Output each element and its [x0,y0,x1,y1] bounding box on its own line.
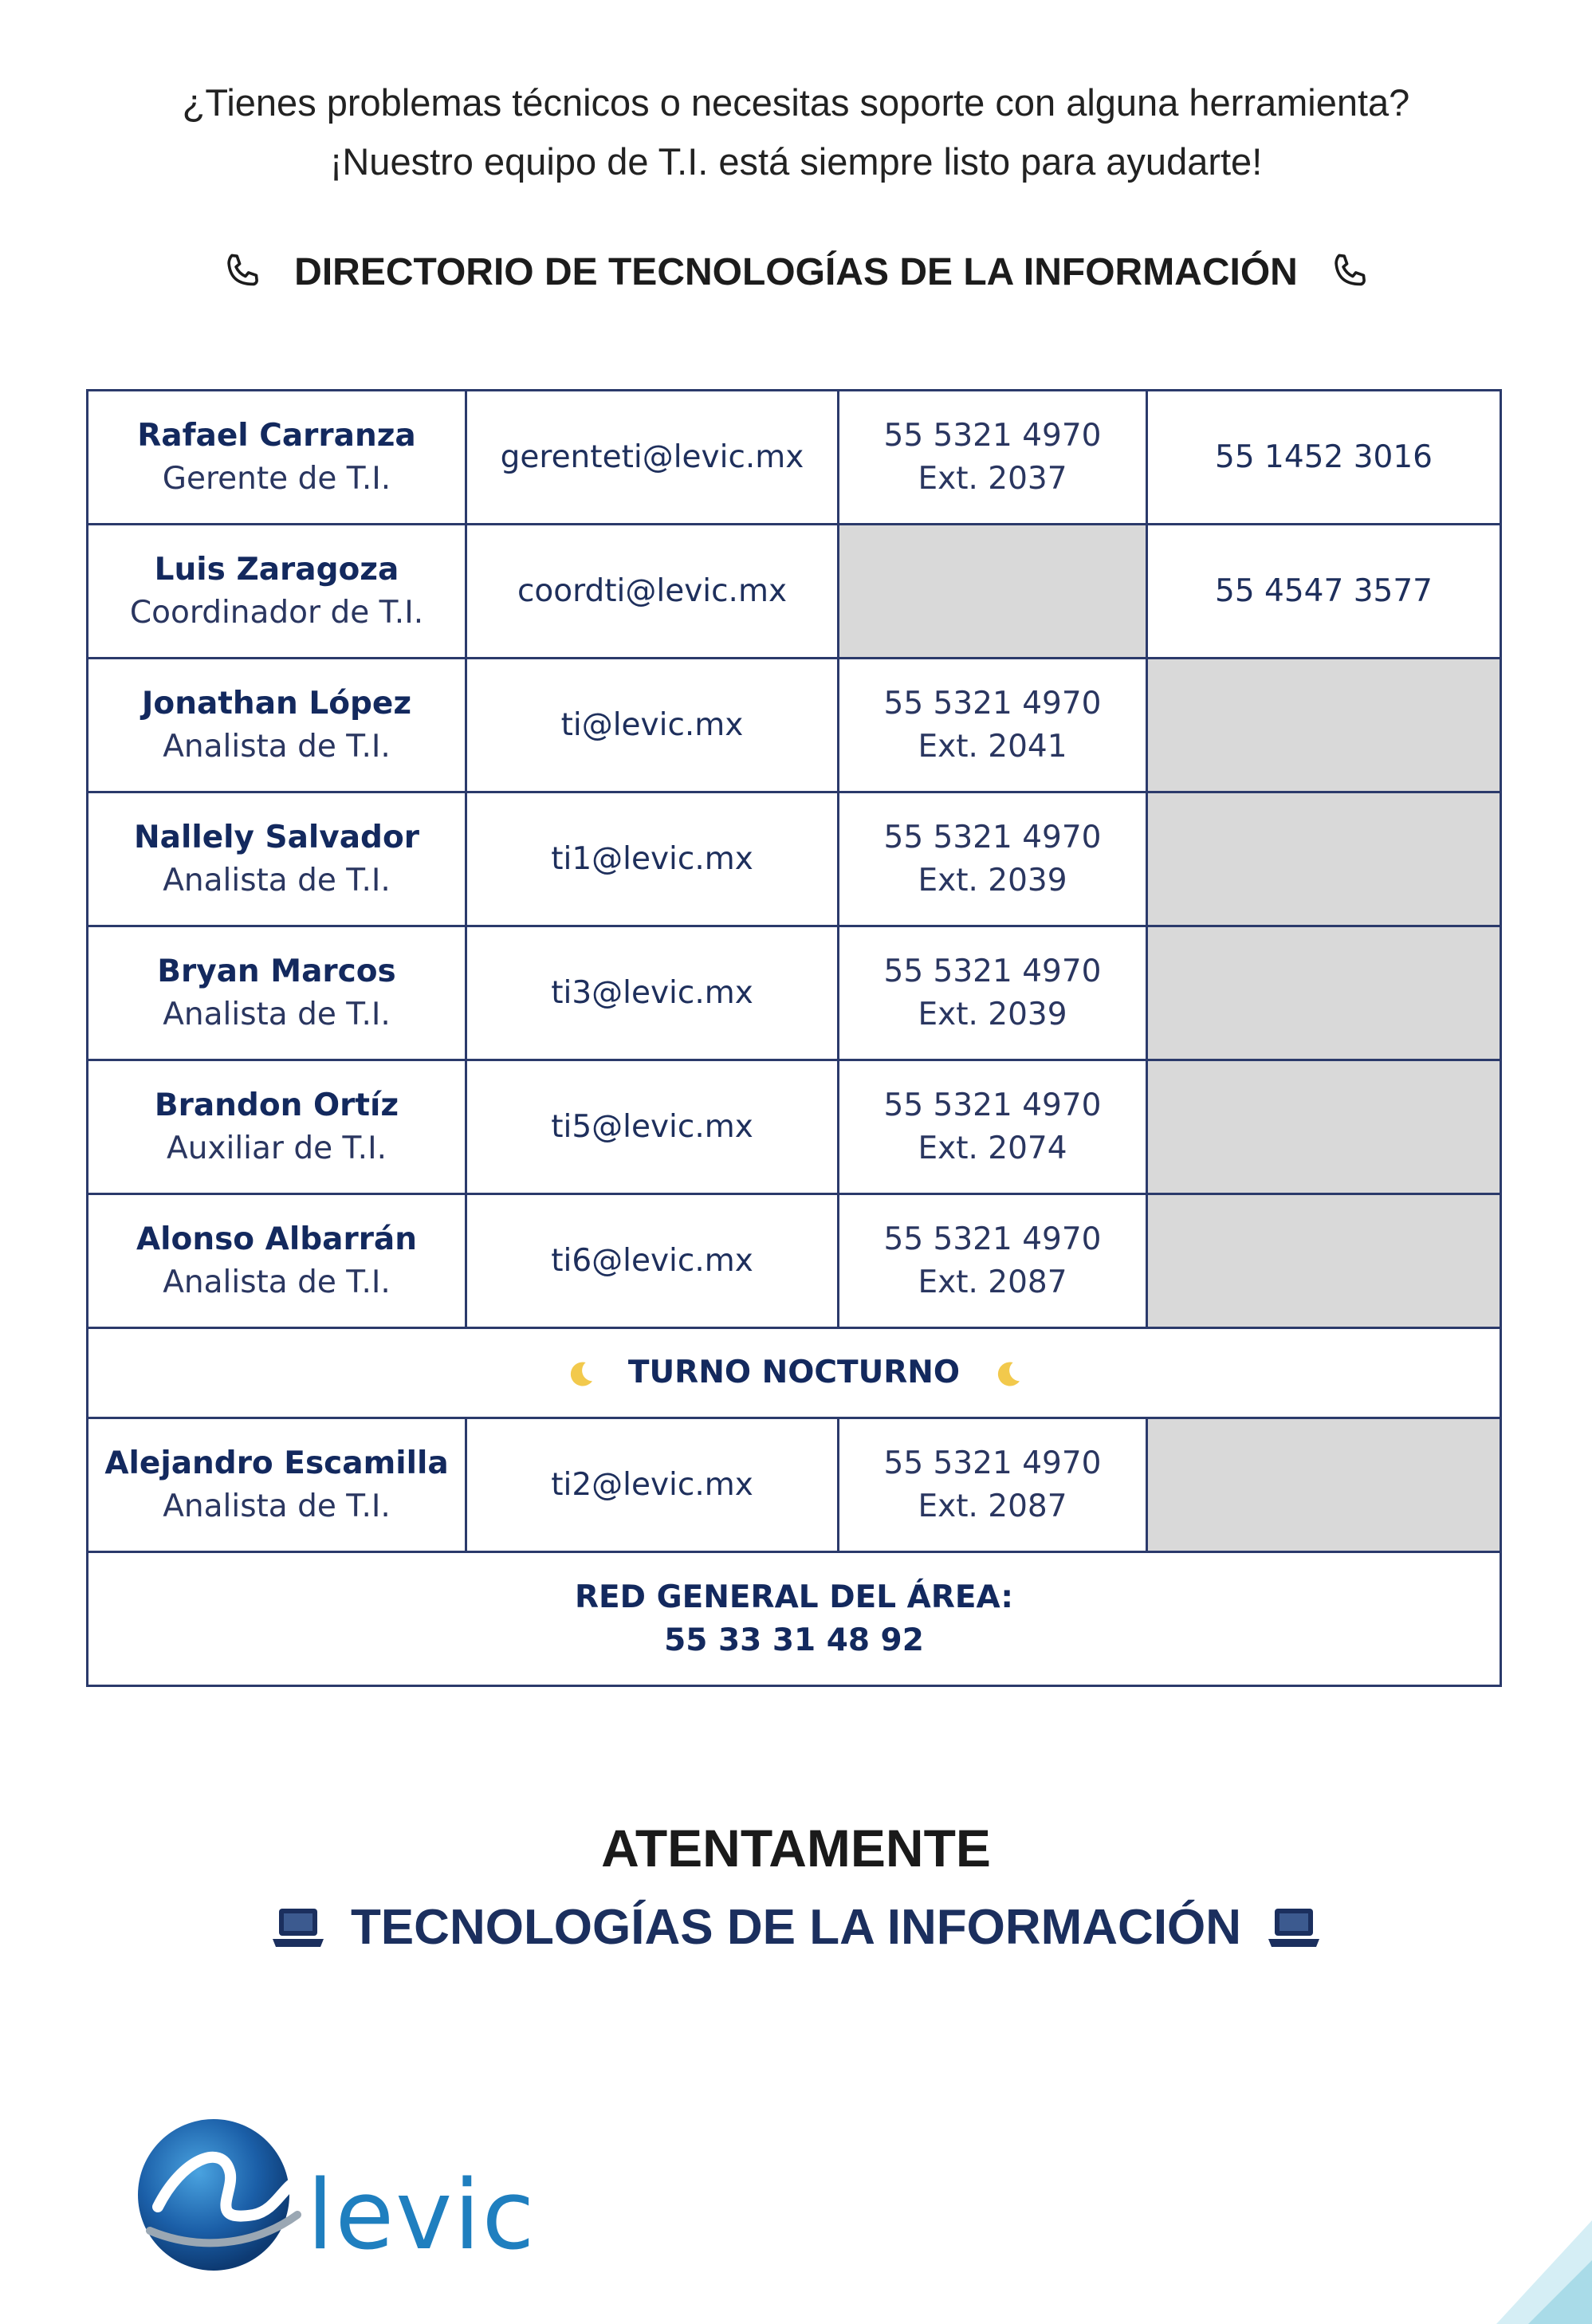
staff-role: Coordinador de T.I. [129,594,424,631]
staff-cell [88,792,466,926]
phone-number: 55 5321 4970 [883,685,1102,722]
general-network-label: RED GENERAL DEL ÁREA: [575,1579,1013,1615]
phone-number: 55 5321 4970 [883,1087,1102,1123]
moon-icon [564,1359,596,1390]
staff-name: Bryan Marcos [157,953,396,989]
staff-role: Analista de T.I. [163,1488,391,1524]
mobile-cell-empty [1147,1194,1501,1328]
staff-role: Analista de T.I. [163,996,391,1032]
email-cell[interactable]: coordti@levic.mx [466,525,839,659]
mobile-cell: 55 4547 3577 [1147,525,1501,659]
table-row [88,659,1501,792]
general-network-number: 55 33 31 48 92 [664,1622,924,1658]
phone-cell [839,1418,1147,1552]
night-shift-header [88,1328,1501,1418]
phone-icon [219,249,265,295]
table-row [88,1418,1501,1552]
phone-cell-empty [839,525,1147,659]
email-cell[interactable]: ti@levic.mx [466,659,839,792]
table-row [88,792,1501,926]
staff-role: Analista de T.I. [163,1264,391,1300]
directory-title: DIRECTORIO DE TECNOLOGÍAS DE LA INFORMACIÓN [294,250,1298,293]
phone-ext: Ext. 2087 [918,1488,1067,1524]
phone-number: 55 5321 4970 [883,819,1102,855]
staff-cell [88,659,466,792]
email-cell[interactable]: ti6@levic.mx [466,1194,839,1328]
staff-name: Alonso Albarrán [136,1221,418,1257]
phone-ext: Ext. 2039 [918,996,1067,1032]
phone-number: 55 5321 4970 [883,1221,1102,1257]
table-row [88,926,1501,1060]
phone-ext: Ext. 2041 [918,728,1067,765]
email-cell[interactable]: ti3@levic.mx [466,926,839,1060]
phone-ext: Ext. 2074 [918,1130,1067,1166]
moon-icon [992,1359,1024,1390]
mobile-cell-empty [1147,1060,1501,1194]
table-row [88,391,1501,525]
phone-number: 55 5321 4970 [883,953,1102,989]
mobile-cell-empty [1147,659,1501,792]
directory-heading [0,249,1592,295]
phone-number: 55 5321 4970 [883,417,1102,454]
intro-line-2: ¡Nuestro equipo de T.I. está siempre listo para ayudarte! [329,140,1263,183]
staff-role: Gerente de T.I. [162,460,391,497]
staff-cell [88,1194,466,1328]
phone-cell [839,1194,1147,1328]
department-name: TECNOLOGÍAS DE LA INFORMACIÓN [350,1900,1242,1955]
staff-role: Analista de T.I. [163,728,391,765]
night-shift-row [88,1328,1501,1418]
phone-cell [839,792,1147,926]
table-row [88,1194,1501,1328]
staff-cell [88,926,466,1060]
staff-role: Analista de T.I. [163,862,391,899]
mobile-cell-empty [1147,1418,1501,1552]
phone-cell [839,391,1147,525]
phone-icon [1327,249,1373,295]
email-cell[interactable]: gerenteti@levic.mx [466,391,839,525]
staff-cell [88,391,466,525]
phone-cell [839,659,1147,792]
closing-atentamente: ATENTAMENTE [601,1819,991,1878]
intro-line-1: ¿Tienes problemas técnicos o necesitas soporte con alguna herramienta? [182,81,1410,124]
corner-decoration [1480,2196,1592,2324]
staff-name: Brandon Ortíz [154,1087,399,1123]
levic-logo-text: levic [307,2161,537,2271]
staff-name: Luis Zaragoza [154,551,399,588]
phone-cell [839,1060,1147,1194]
mobile-cell: 55 1452 3016 [1147,391,1501,525]
staff-cell [88,1060,466,1194]
phone-cell [839,926,1147,1060]
closing-department [0,1899,1592,1956]
phone-number: 55 5321 4970 [883,1445,1102,1481]
staff-name: Jonathan López [141,685,412,722]
staff-role: Auxiliar de T.I. [167,1130,387,1166]
mobile-cell-empty [1147,792,1501,926]
staff-cell [88,525,466,659]
mobile-cell-empty [1147,926,1501,1060]
staff-name: Nallely Salvador [134,819,419,855]
it-directory-table [86,389,1502,1687]
email-cell[interactable]: ti1@levic.mx [466,792,839,926]
laptop-icon [1265,1903,1323,1952]
night-shift-label: TURNO NOCTURNO [627,1355,961,1390]
laptop-icon [269,1903,327,1952]
staff-name: Rafael Carranza [137,417,416,454]
phone-ext: Ext. 2039 [918,862,1067,899]
email-cell[interactable]: ti2@levic.mx [466,1418,839,1552]
email-cell[interactable]: ti5@levic.mx [466,1060,839,1194]
staff-name: Alejandro Escamilla [104,1445,449,1481]
table-row [88,1060,1501,1194]
general-network-cell [88,1552,1501,1686]
staff-cell [88,1418,466,1552]
general-network-row [88,1552,1501,1686]
table-row [88,525,1501,659]
phone-ext: Ext. 2087 [918,1264,1067,1300]
phone-ext: Ext. 2037 [918,460,1067,497]
